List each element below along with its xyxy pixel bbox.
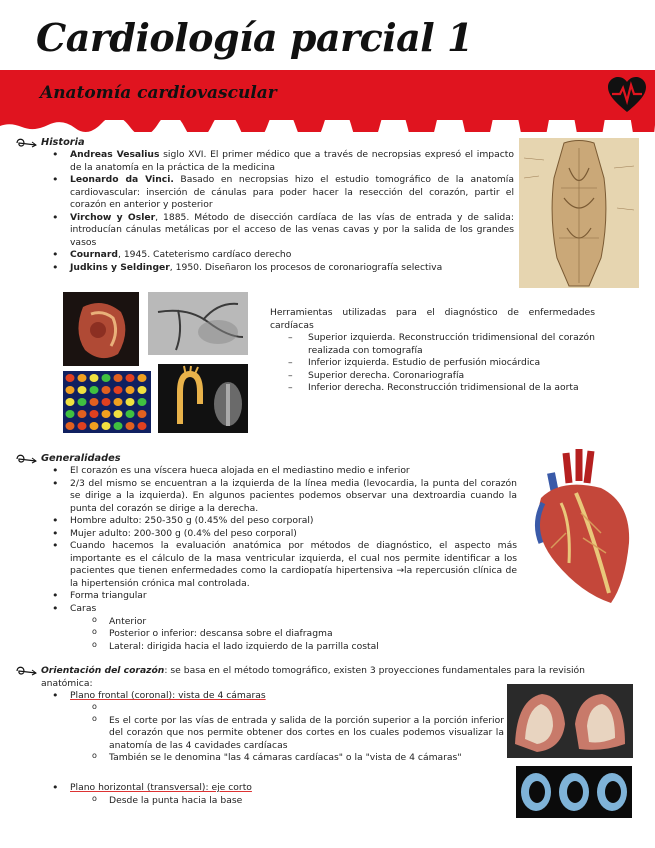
list-item: • 2/3 del mismo se encuentran a la izquierda de la línea media (levocardia, la punta del corazón se dirige a la izquierda). En algunos pacientes podemos observar una dextroardia cuando la punta del corazón se dirige a la derecha.: [52, 478, 517, 516]
heart-3d-reconstruction-image: [63, 292, 139, 366]
aorta-3d-reconstruction-image: [158, 364, 248, 433]
list-item: [52, 690, 504, 765]
coronary-angiography-image: [148, 292, 248, 355]
list-item: o Es el corte por las vías de entrada y salida de la porción superior a la porción inferior del corazón que nos permite obtener dos cortes en los cuales podemos visualizar la anatomía de las 4 cavidades cardíacas: [92, 715, 504, 753]
leonardo-anatomy-drawing: [519, 138, 639, 288]
orientacion-body: [14, 690, 504, 765]
generalidades-list: [52, 465, 517, 653]
orientacion-list-2: [52, 782, 504, 807]
list-item: – Superior derecha. Coronariografía: [288, 370, 595, 383]
frontal-sublist: [92, 703, 504, 765]
section-title-generalidades: Generalidades: [14, 452, 517, 465]
orientacion-list: [52, 690, 504, 765]
list-item: • Judkins y Seldinger, 1950. Diseñaron los procesos de coronariografía selectiva: [52, 262, 514, 275]
caras-list: [92, 616, 517, 654]
plano-frontal-label: Plano frontal (coronal): vista de 4 cámaras: [70, 690, 266, 701]
historia-list: [52, 149, 514, 274]
swirl-icon: [14, 137, 38, 149]
list-item: • Hombre adulto: 250-350 g (0.45% del peso corporal): [52, 515, 517, 528]
list-item: • Cuando hacemos la evaluación anatómica por métodos de diagnóstico, el aspecto más importante es el cálculo de la masa ventricular izquierda, el cual nos permite identificar a los pacientes que tienen enfermedades como la cardiopatía hipertensiva →la repercusión clínica de la hipertensión crónica mal controlada.: [52, 540, 517, 590]
tools-intro: Herramientas utilizadas para el diagnóstico de enfermedades cardíacas: [270, 307, 595, 331]
list-item: o Anterior: [92, 616, 517, 629]
list-item: o Lateral: dirigida hacia el lado izquierdo de la parrilla costal: [92, 641, 517, 654]
list-item: – Inferior derecha. Reconstrucción tridimensional de la aorta: [288, 382, 595, 395]
section-generalidades: [14, 452, 517, 653]
orientacion-body-2: [14, 782, 504, 807]
plano-horizontal-label: Plano horizontal (transversal): eje corto: [70, 782, 252, 793]
diagnostic-tools-text: [270, 307, 595, 395]
section-title-historia: Historia: [14, 136, 514, 149]
list-item: – Inferior izquierda. Estudio de perfusión miocárdica: [288, 357, 595, 370]
list-item: • Caras o Anterior o Posterior o inferior: descansa sobre el diafragma o Lateral: dirigida hacia el lado izquierdo de la parrilla costal: [52, 603, 517, 653]
list-item: • Forma triangular: [52, 590, 517, 603]
list-item: • Virchow y Osler, 1885. Método de disección cardíaca de las vías de entrada y de salida: introducían cánulas metálicas por el acceso de las venas cavas y por la salida de los grandes vasos: [52, 212, 514, 250]
list-item: [52, 782, 504, 807]
list-item: • Mujer adulto: 200-300 g (0.4% del peso corporal): [52, 528, 517, 541]
page-subtitle: Anatomía cardiovascular: [40, 83, 277, 103]
heart-pulse-icon: [607, 76, 647, 114]
list-item: o Desde la punta hacia la base: [92, 795, 504, 808]
heart-anatomy-illustration: [521, 443, 641, 611]
section-historia: [14, 136, 514, 274]
swirl-icon: [14, 453, 38, 465]
list-item: o Posterior o inferior: descansa sobre el diafragma: [92, 628, 517, 641]
list-item: • Cournard, 1945. Cateterismo cardíaco derecho: [52, 249, 514, 262]
list-item: o También se le denomina "las 4 cámaras cardíacas" o la "vista de 4 cámaras": [92, 752, 504, 765]
short-axis-section-image: [516, 766, 632, 818]
horizontal-sublist: [92, 795, 504, 808]
list-item: • Andreas Vesalius siglo XVI. El primer médico que a través de necropsias expresó el impacto de la anatomía en la práctica de la medicina: [52, 149, 514, 174]
tools-list: [288, 332, 595, 395]
torn-paper-edge: [0, 120, 655, 134]
swirl-icon: [14, 665, 38, 677]
myocardial-perfusion-image: [63, 371, 151, 433]
list-item: • El corazón es una víscera hueca alojada en el mediastino medio e inferior: [52, 465, 517, 478]
four-chamber-section-image: [507, 684, 633, 758]
list-item: • Leonardo da Vinci. Basado en necropsias hizo el estudio tomográfico de la anatomía cardiovascular: inserción de cánulas para poder hacer la resección del corazón, partir el corazón en anterior y posterior: [52, 174, 514, 212]
list-item: [92, 703, 504, 715]
page-title: Cardiología parcial 1: [36, 15, 473, 60]
section-title-orientacion: Orientación del corazón: se basa en el método tomográfico, existen 3 proyecciones fundamentales para la revisión anatómica:: [14, 665, 639, 690]
list-item: – Superior izquierda. Reconstrucción tridimensional del corazón realizada con tomografía: [288, 332, 595, 357]
